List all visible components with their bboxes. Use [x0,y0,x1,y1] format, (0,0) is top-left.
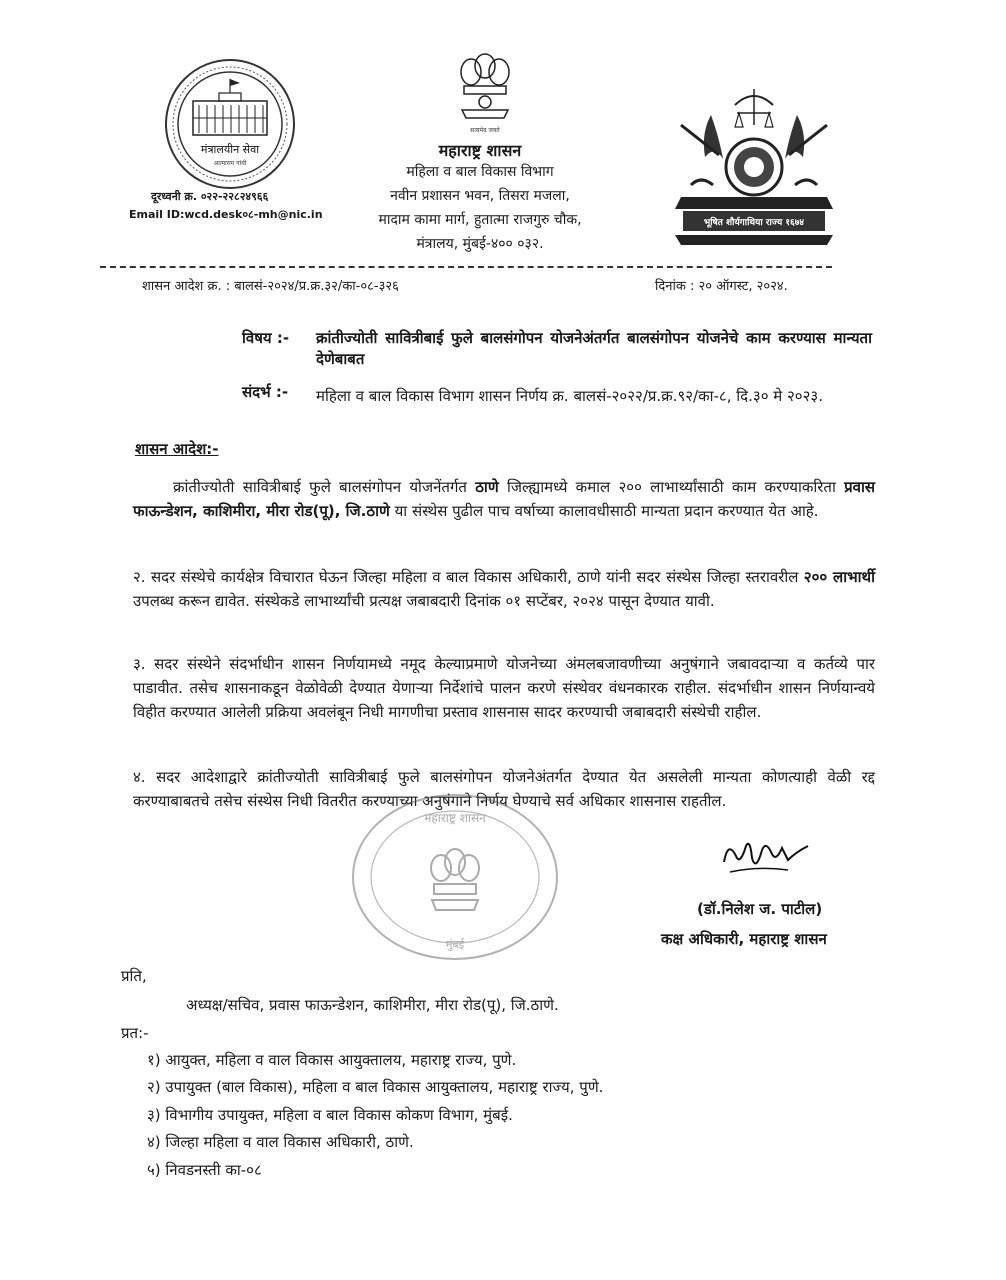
p2-part-a: २. सदर संस्थेचे कार्यक्षेत्र विचारात घेऊन जिल्हा महिला व बाल विकास अधिकारी, ठाणे यांनी सदर संस्थेस जिल्हा स्तरावरील [133,568,799,586]
header-address-3: मंत्रालय, मुंबई-४०० ०३२. [416,236,544,252]
maharashtra-crest-logo [661,85,847,251]
handwritten-signature [718,832,818,882]
seal-text: मंत्रालयीन सेवा [200,143,260,156]
subject-label: विषय :- [242,329,290,347]
office-stamp [350,792,560,962]
paragraph-4: ४. सदर आदेशाद्वारे क्रांतीज्योती सावित्रीबाई फुले बालसंगोपन योजनेअंतर्गत देण्यात येत असलेली मान्यता कोणत्याही वेळी रद्द करण्याबाबतचे तसेच संस्थेस निधी वितरीत करण्याच्या अनुषंगाने निर्णय घेण्याचे सर्व अधिकार शासनास राहतील. [133,768,875,810]
national-emblem-logo [452,50,518,136]
p1-part-a: क्रांतीज्योती सावित्रीबाई फुले बालसंगोपन योजनेंतर्गत [173,478,467,496]
recipient-address: अध्यक्ष/सचिव, प्रवास फाऊन्डेशन, काशिमीरा, मीरा रोड(पू), जि.ठाणे. [186,996,559,1014]
p1-district: ठाणे [475,478,499,496]
seal-subtext: आत्माराम गांधी [213,160,247,167]
header-address-1: नवीन प्रशासन भवन, तिसरा मजला, [390,188,570,204]
emblem-motto: सत्यमेव जयते [470,127,500,134]
p2-part-c: उपलब्ध करून द्यावेत. संस्थेकडे लाभार्थ्यांची प्रत्यक्ष जबाबदारी दिनांक ०१ सप्टेंबर, २०२४ पासून देण्यात यावी. [133,592,715,610]
copies-label: प्रत:- [121,1024,149,1042]
paragraph-1 [133,475,875,523]
header-email: Email ID:wcd.desk०८-mh@nic.in [129,208,323,221]
header-address-2: मादाम कामा मार्ग, हुतात्मा राजगुरु चौक, [378,212,582,228]
order-number: शासन आदेश क्र. : बालसं-२०२४/प्र.क्र.३२/का-०८-३२६ [142,279,399,294]
signatory-designation: कक्ष अधिकारी, महाराष्ट्र शासन [661,930,827,948]
reference-text: महिला व बाल विकास विभाग शासन निर्णय क्र. बालसं-२०२२/प्र.क्र.९२/का-८, दि.३० मे २०२३. [316,387,823,405]
mantralaya-seal-logo [163,57,297,191]
copy-item: २) उपायुक्त (बाल विकास), महिला व बाल विकास आयुक्तालय, महाराष्ट्र राज्य, पुणे. [147,1078,604,1096]
header-phone: दूरध्वनी क्र. ०२२-२२८२४९६६ [151,190,269,203]
stamp-text: महाराष्ट्र शासन [424,811,486,825]
recipient-label: प्रति, [121,967,147,985]
order-heading: शासन आदेश:- [135,440,219,458]
paragraph-3: ३. सदर संस्थेने संदर्भाधीन शासन निर्णयामध्ये नमूद केल्याप्रमाणे योजनेच्या अंमलबजावणीच्या अनुषंगाने जबावदाऱ्या व कर्तव्ये पार पाडावीत. तसेच शासनाकडून वेळोवेळी देण्यात येणाऱ्या निर्देशांचे पालन करणे संस्थेवर वंधनकारक राहील. संदर्भाधीन शासन निर्णयान्वये विहीत करण्यात आलेली प्रक्रिया अवलंबून निधी मागणीचा प्रस्ताव शासनास सादर करण्याची जबाबदारी संस्थेची राहील. [133,655,875,721]
p2-beneficiaries: २०० लाभार्थी [803,568,875,586]
p1-part-e: या संस्थेस पुढील पाच वर्षाच्या कालावधीसाठी मान्यता प्रदान करण्यात येत आहे. [394,502,819,520]
reference-label: संदर्भ :- [242,383,289,401]
subject-text: क्रांतीज्योती सावित्रीबाई फुले बालसंगोपन योजनेअंतर्गत बालसंगोपन योजनेचे काम करण्यास मान्यता देणेबाबत [316,329,872,368]
order-date: दिनांक : २० ऑगस्ट, २०२४. [655,279,788,294]
p1-part-c: जिल्ह्यामध्ये कमाल २०० लाभार्थ्यांसाठी काम करण्याकरिता [506,478,836,496]
copy-item: १) आयुक्त, महिला व वाल विकास आयुक्तालय, महाराष्ट्र राज्य, पुणे. [147,1051,517,1069]
header-department: महिला व बाल विकास विभाग [406,164,554,180]
header-title: महाराष्ट्र शासन [438,141,522,160]
stamp-bottom: मुंबई [445,938,465,951]
copy-item: ५) निवडनस्ती का-०८ [147,1161,262,1179]
copy-item: ४) जिल्हा महिला व वाल विकास अधिकारी, ठाणे. [147,1133,414,1151]
signatory-name: (डॉ.निलेश ज. पाटील) [697,900,823,918]
crest-banner: भूषित शौर्यगाथिया राज्य १६७४ [703,218,805,228]
copy-item: ३) विभागीय उपायुक्त, महिला व बाल विकास कोकण विभाग, मुंबई. [147,1106,513,1124]
p1-organization: प्रवास फाऊन्डेशन, काशिमीरा, मीरा रोड(पू), जि.ठाणे [133,478,876,520]
paragraph-2 [133,565,875,613]
header-divider [100,266,832,268]
